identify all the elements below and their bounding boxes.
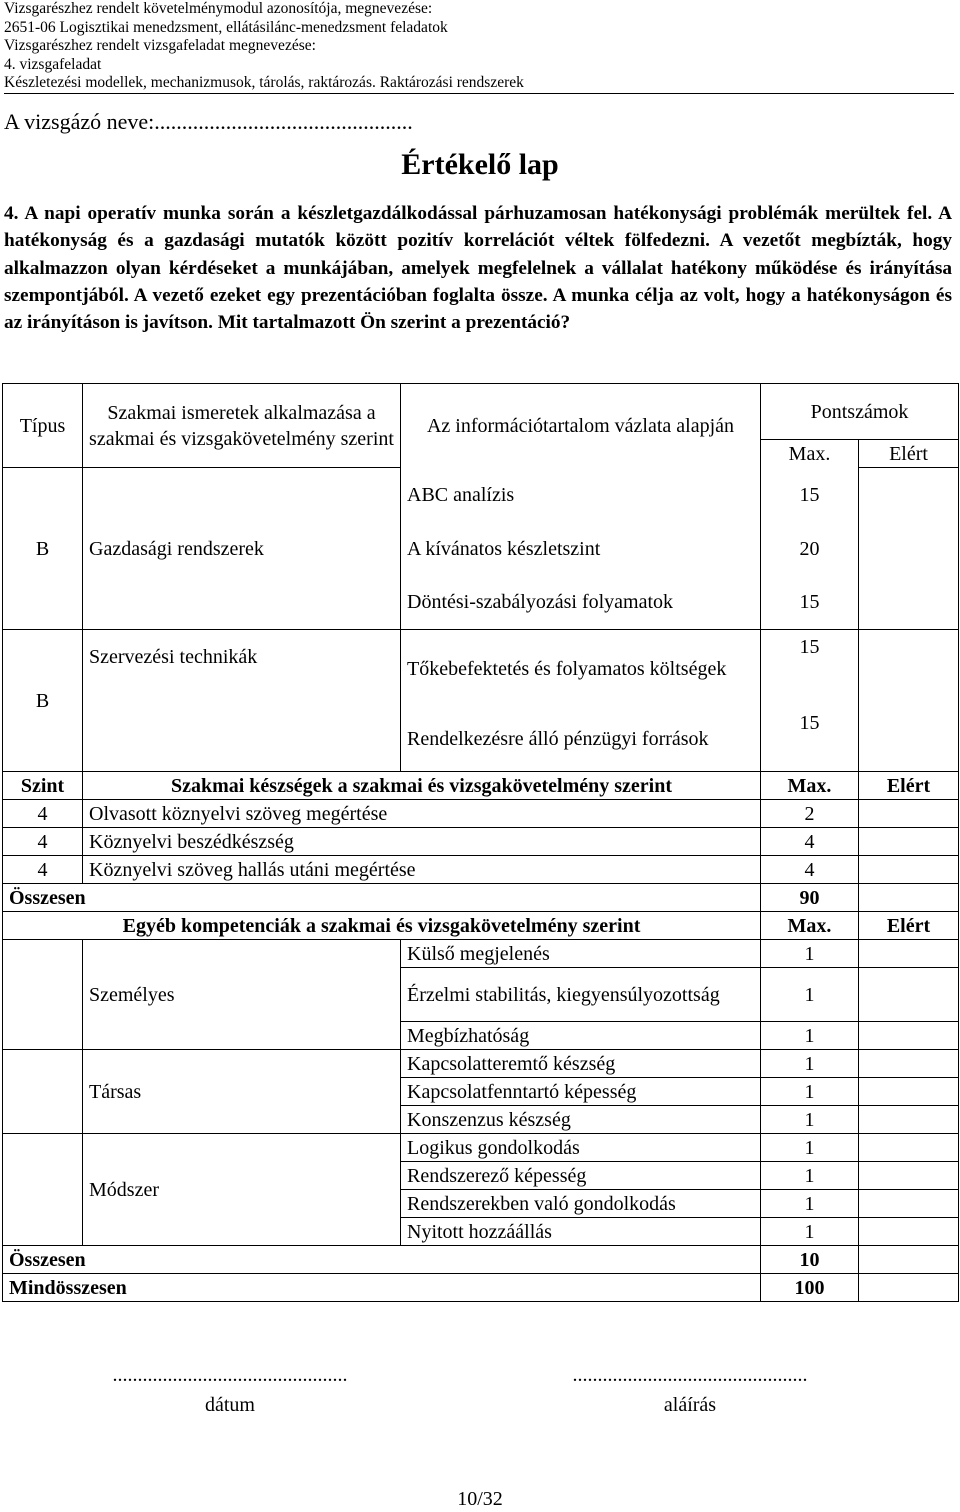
- info-item: Döntési-szabályozási folyamatok: [401, 576, 761, 630]
- signature-label: aláírás: [663, 1394, 717, 1416]
- competency-item: Kapcsolatfenntartó képesség: [401, 1078, 761, 1106]
- col-header-elert: Elért: [859, 440, 959, 468]
- earned-points[interactable]: [859, 1274, 959, 1302]
- competency-item: Logikus gondolkodás: [401, 1134, 761, 1162]
- skill-level: 4: [3, 828, 83, 856]
- competency-group: Módszer: [83, 1134, 401, 1246]
- max-points: 15: [761, 468, 859, 522]
- max-points: 1: [761, 1078, 859, 1106]
- subtotal-value: 90: [761, 884, 859, 912]
- task-question: 4. A napi operatív munka során a készletgazdálkodással párhuzamosan hatékonysági problémák merültek fel. A hatékonyság és a gazdasági mutatók között pozitív korrelációt véltek fölfedezni. A vezetőt megbízták, hogy alkalmazzon olyan kérdéseket a munkájában, amelyek megfelelnek a vállalat hatékony működése és irányítása szempontjából. A vezető ezeket egy prezentációban foglalta össze. A munka célja az volt, hogy a hatékonyságon és az irányításon is javítson. Mit tartalmazott Ön szerint a prezentáció?: [4, 203, 952, 334]
- max-points: 1: [761, 1050, 859, 1078]
- earned-points[interactable]: [859, 828, 959, 856]
- info-item: A kívánatos készletszint: [401, 522, 761, 576]
- competency-item: Rendszerező képesség: [401, 1162, 761, 1190]
- skills-header-level: Szint: [3, 772, 83, 800]
- competency-item: Kapcsolatteremtő készség: [401, 1050, 761, 1078]
- skill-level: 4: [3, 856, 83, 884]
- candidate-name-label: A vizsgázó neve:...............................................: [4, 109, 413, 134]
- max-points: 1: [761, 940, 859, 968]
- col-header-max: Max.: [761, 440, 859, 468]
- max-points: 15: [761, 576, 859, 630]
- max-points: 1: [761, 1106, 859, 1134]
- header-line: Vizsgarészhez rendelt követelménymodul azonosítója, megnevezése:: [4, 0, 433, 17]
- skill-text: Köznyelvi szöveg hallás utáni megértése: [83, 856, 761, 884]
- signature-block: [550, 1360, 830, 1420]
- competency-group: Személyes: [83, 940, 401, 1050]
- col-header-type: Típus: [3, 384, 83, 468]
- group-type: B: [3, 630, 83, 772]
- skills-header-elert: Elért: [859, 772, 959, 800]
- subtotal-label: Összesen: [3, 884, 761, 912]
- max-points: 20: [761, 522, 859, 576]
- max-points: 15: [761, 708, 859, 772]
- max-points: 4: [761, 828, 859, 856]
- earned-points[interactable]: [859, 1106, 959, 1134]
- col-header-knowledge: Szakmai ismeretek alkalmazása a szakmai és vizsgakövetelmény szerint: [83, 384, 401, 468]
- skill-text: Köznyelvi beszédkészség: [83, 828, 761, 856]
- grand-total-label: Mindösszesen: [3, 1274, 761, 1302]
- skills-header-max: Max.: [761, 772, 859, 800]
- signature-line: ...............................................: [572, 1364, 808, 1386]
- group-name: Szervezési technikák: [83, 630, 401, 772]
- page-header: [4, 0, 954, 94]
- max-points: 4: [761, 856, 859, 884]
- skills-header-title: Szakmai készségek a szakmai és vizsgakövetelmény szerint: [83, 772, 761, 800]
- group-type: B: [3, 468, 83, 630]
- header-line: Vizsgarészhez rendelt vizsgafeladat megnevezése:: [4, 37, 316, 55]
- subtotal-label: Összesen: [3, 1246, 761, 1274]
- earned-points[interactable]: [859, 1246, 959, 1274]
- blank-cell: [3, 1134, 83, 1246]
- header-line: Készletezési modellek, mechanizmusok, tárolás, raktározás. Raktározási rendszerek: [4, 74, 524, 92]
- earned-points[interactable]: [859, 884, 959, 912]
- skill-level: 4: [3, 800, 83, 828]
- blank-cell: [3, 940, 83, 1050]
- date-signature-block: [90, 1360, 370, 1420]
- max-points: 1: [761, 968, 859, 1022]
- max-points: 1: [761, 1134, 859, 1162]
- earned-points[interactable]: [859, 1134, 959, 1162]
- competencies-header-max: Max.: [761, 912, 859, 940]
- subtotal-value: 10: [761, 1246, 859, 1274]
- max-points: 1: [761, 1162, 859, 1190]
- info-item: Rendelkezésre álló pénzügyi források: [401, 708, 761, 772]
- competency-item: Rendszerekben való gondolkodás: [401, 1190, 761, 1218]
- earned-points[interactable]: [859, 1162, 959, 1190]
- col-header-info: Az információtartalom vázlata alapján: [401, 384, 761, 468]
- earned-points[interactable]: [859, 1022, 959, 1050]
- earned-points[interactable]: [859, 856, 959, 884]
- competency-item: Érzelmi stabilitás, kiegyensúlyozottság: [401, 968, 761, 1022]
- earned-points[interactable]: [859, 1190, 959, 1218]
- evaluation-table: [2, 383, 959, 1302]
- competency-item: Nyitott hozzáállás: [401, 1218, 761, 1246]
- earned-points[interactable]: [859, 630, 959, 772]
- competency-item: Külső megjelenés: [401, 940, 761, 968]
- max-points: 1: [761, 1218, 859, 1246]
- earned-points[interactable]: [859, 468, 959, 630]
- date-line: ...............................................: [112, 1364, 348, 1386]
- competencies-header-elert: Elért: [859, 912, 959, 940]
- competencies-header-title: Egyéb kompetenciák a szakmai és vizsgakövetelmény szerint: [3, 912, 761, 940]
- max-points: 1: [761, 1022, 859, 1050]
- competency-item: Megbízhatóság: [401, 1022, 761, 1050]
- info-item: ABC analízis: [401, 468, 761, 522]
- page-title: Értékelő lap: [401, 148, 559, 181]
- earned-points[interactable]: [859, 1218, 959, 1246]
- earned-points[interactable]: [859, 1078, 959, 1106]
- grand-total-value: 100: [761, 1274, 859, 1302]
- max-points: 15: [761, 630, 859, 708]
- earned-points[interactable]: [859, 968, 959, 1022]
- max-points: 1: [761, 1190, 859, 1218]
- header-line: 4. vizsgafeladat: [4, 55, 102, 73]
- competency-group: Társas: [83, 1050, 401, 1134]
- page-number: 10/32: [457, 1488, 503, 1510]
- skill-text: Olvasott köznyelvi szöveg megértése: [83, 800, 761, 828]
- blank-cell: [3, 1050, 83, 1134]
- info-item: Tőkebefektetés és folyamatos költségek: [401, 630, 761, 708]
- competency-item: Konszenzus készség: [401, 1106, 761, 1134]
- group-name: Gazdasági rendszerek: [83, 468, 401, 630]
- col-header-points: Pontszámok: [761, 384, 959, 440]
- earned-points[interactable]: [859, 940, 959, 968]
- earned-points[interactable]: [859, 1050, 959, 1078]
- max-points: 2: [761, 800, 859, 828]
- header-line: 2651-06 Logisztikai menedzsment, ellátásilánc-menedzsment feladatok: [4, 18, 448, 36]
- date-label: dátum: [205, 1394, 255, 1416]
- earned-points[interactable]: [859, 800, 959, 828]
